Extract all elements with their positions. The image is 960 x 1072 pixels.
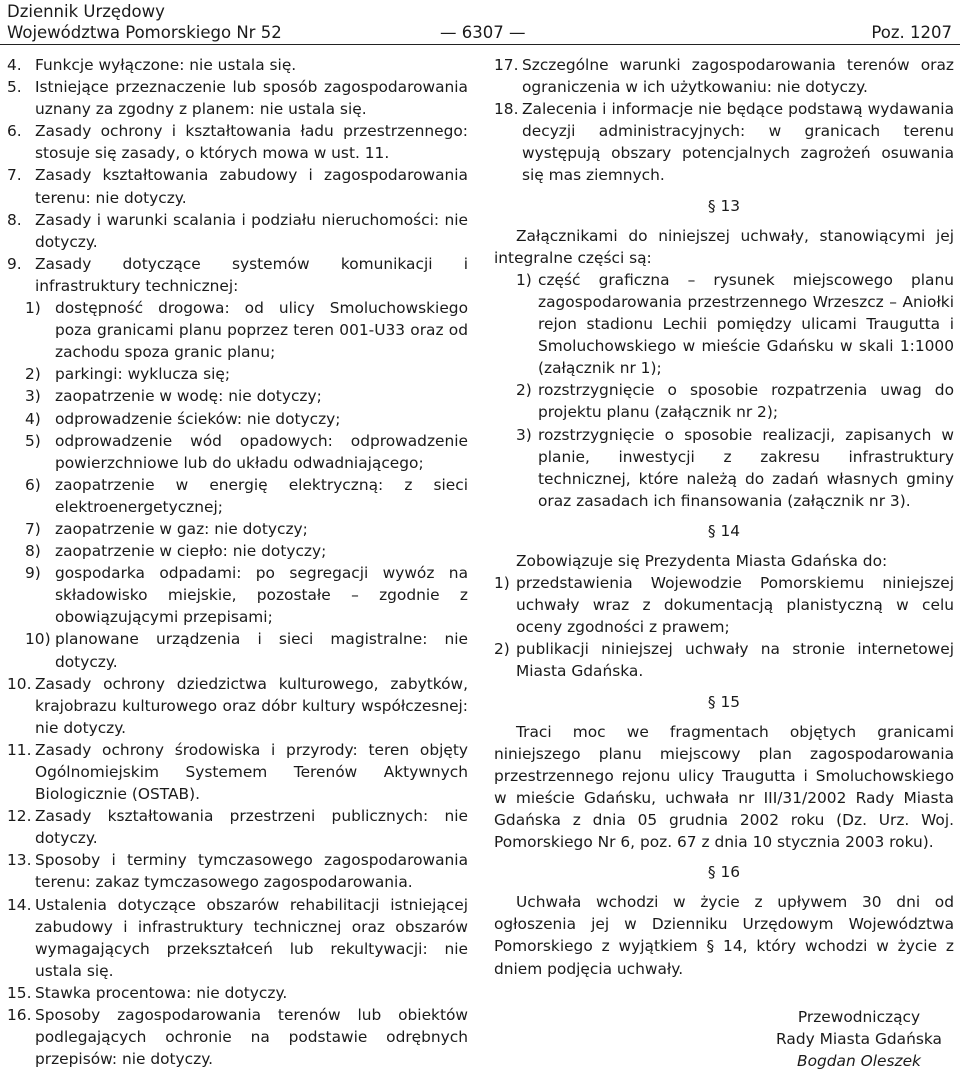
item-number: 6. [7,122,22,141]
item-text: Stawka procentowa: nie dotyczy. [35,983,288,1002]
obligation-item [494,638,954,682]
list-item [7,894,468,982]
right-column [494,54,954,1072]
sub-item-text: odprowadzenie wód opadowych: odprowadzenie powierzchniowe lub do układu odwadniającego; [55,431,468,472]
item-number: 18. [494,100,519,119]
sub-item [7,430,468,474]
item-text: Ustalenia dotyczące obszarów rehabilitacji istniejącej zabudowy i infrastruktury technicznej oraz obszarów wymagających przekształceń lub rekultywacji: nie ustala się. [35,895,468,980]
sub-item [7,408,468,430]
sub-item-text: planowane urządzenia i sieci magistralne: nie dotyczy. [55,630,468,671]
sub-item-number: 4) [25,409,41,428]
signature-council: Rady Miasta Gdańska [776,1029,942,1048]
item-number: 5. [7,78,22,97]
item-number: 12. [7,807,32,826]
obligation-text: publikacji niniejszej uchwały na stronie internetowej Miasta Gdańska. [516,640,954,681]
item-text: Szczególne warunki zagospodarowania terenów oraz ograniczenia w ich użytkowaniu: nie dotyczy. [522,56,954,97]
attachment-number: 3) [516,425,532,444]
item-number: 10. [7,674,32,693]
sub-item-number: 10) [25,630,51,649]
sub-item-number: 3) [25,387,41,406]
journal-title-line1: Dziennik Urzędowy [7,2,165,21]
item-text: Zasady kształtowania zabudowy i zagospodarowania terenu: nie dotyczy. [35,166,468,207]
sub-item-number: 5) [25,431,41,450]
sub-item-text: dostępność drogowa: od ulicy Smoluchowskiego poza granicami planu poprzez teren 001-U33 oraz od zachodu spoza granic planu; [55,299,468,362]
section-heading: § 15 [707,692,741,711]
list-item [7,54,468,76]
list-item [7,805,468,849]
sub-item-text: zaopatrzenie w energię elektryczną: z sieci elektroenergetycznej; [55,475,468,516]
attachment-number: 2) [516,381,532,400]
sub-item-text: zaopatrzenie w wodę: nie dotyczy; [55,387,322,406]
sub-item [7,385,468,407]
obligation-text: przedstawienia Wojewodzie Pomorskiemu niniejszej uchwały wraz z dokumentacją planistyczną w celu oceny zgodności z prawem; [516,574,954,637]
list-item [7,1004,468,1070]
obligation-item [494,572,954,638]
item-text: Zasady i warunki scalania i podziału nieruchomości: nie dotyczy. [35,210,468,251]
sub-item [7,540,468,562]
item-number: 7. [7,166,22,185]
list-item [494,54,954,98]
sub-item-text: odprowadzenie ścieków: nie dotyczy; [55,409,341,428]
item-text: Sposoby i terminy tymczasowego zagospodarowania terenu: zakaz tymczasowego zagospodarowania. [35,851,468,892]
item-text: Zalecenia i informacje nie będące podstawą wydawania decyzji administracyjnych: w granicach terenu występują obszary potencjalnych zagrożeń osuwania się mas ziemnych. [522,100,954,185]
sub-item-number: 2) [25,365,41,384]
sub-item-text: gospodarka odpadami: po segregacji wywóz na składowisko miejskie, pozostałe – zgodnie z obowiązującymi przepisami; [55,564,468,627]
page-header [0,0,960,44]
section-text: Uchwała wchodzi w życie z upływem 30 dni od ogłoszenia jej w Dzienniku Urzędowym Województwa Pomorskiego z wyjątkiem § 14, który wchodzi w życie z dniem podjęcia uchwały. [494,893,954,978]
item-text: Funkcje wyłączone: nie ustala się. [35,56,297,74]
list-item [7,76,468,120]
sub-item [7,628,468,672]
signature-block [494,1006,954,1072]
journal-title-line2: Województwa Pomorskiego Nr 52 [7,23,282,42]
item-text: Zasady ochrony dziedzictwa kulturowego, zabytków, krajobrazu kulturowego oraz dóbr kultury współczesnej: nie dotyczy. [35,674,468,737]
sub-item-number: 7) [25,519,41,538]
item-text: Zasady dotyczące systemów komunikacji i infrastruktury technicznej: [35,254,468,295]
section-text: Traci moc we fragmentach objętych granicami niniejszego planu miejscowy plan zagospodarowania przestrzennego rejonu ulicy Traugutta i Smoluchowskiego w mieście Gdańsku, uchwała nr III/31/2002 Rady Miasta Gdańska z dnia 05 grudnia 2002 roku (Dz. Urz. Woj. Pomorskiego Nr 6, poz. 67 z dnia 10 stycznia 2003 roku). [494,722,954,852]
section-heading: § 13 [707,196,741,215]
section-heading: § 16 [707,863,741,882]
sub-item-text: zaopatrzenie w gaz: nie dotyczy; [55,519,308,538]
section-intro: Zobowiązuje się Prezydenta Miasta Gdańska do: [516,551,888,570]
left-column [7,54,468,1070]
obligation-number: 2) [494,640,510,659]
attachment-number: 1) [516,270,532,289]
item-number: 9. [7,254,22,273]
page-number: — 6307 — [440,23,526,42]
item-number: 16. [7,1006,32,1025]
list-item [7,120,468,164]
item-text: Sposoby zagospodarowania terenów lub obiektów podlegających ochronie na podstawie odrębnych przepisów: nie dotyczy. [35,1006,468,1069]
list-item [7,673,468,739]
sub-item-number: 1) [25,299,41,318]
list-item [7,253,468,297]
item-text: Zasady ochrony środowiska i przyrody: teren objęty Ogólnomiejskim Systemem Terenów Aktywnych Biologicznie (OSTAB). [35,740,468,804]
sub-item-text: zaopatrzenie w ciepło: nie dotyczy; [55,542,327,561]
list-item [494,98,954,186]
sub-item-number: 6) [25,475,41,494]
attachment-item [494,379,954,423]
attachment-text: rozstrzygnięcie o sposobie realizacji, zapisanych w planie, inwestycji z zakresu infrastruktury technicznej, które należą do zadań własnych gminy oraz zasadach ich finansowania (załącznik nr 3). [538,425,954,510]
sub-item [7,518,468,540]
item-number: 4. [7,56,22,74]
list-item [7,982,468,1004]
item-number: 15. [7,983,32,1002]
sub-item [7,562,468,628]
item-number: 14. [7,895,32,914]
list-item [7,849,468,893]
journal-title [7,1,282,43]
list-item [7,739,468,805]
item-text: Zasady kształtowania przestrzeni publicznych: nie dotyczy. [35,807,468,848]
sub-item-number: 9) [25,564,41,583]
attachment-text: część graficzna – rysunek miejscowego planu zagospodarowania przestrzennego Wrzeszcz – Aniołki rejon stadionu Lechii pomiędzy ulicami Traugutta i Smoluchowskiego w mieście Gdańsku w skali 1:1000 (załącznik nr 1); [538,270,954,378]
item-number: 17. [494,56,519,74]
sub-item [7,363,468,385]
sub-item [7,297,468,363]
sub-item [7,474,468,518]
item-text: Istniejące przeznaczenie lub sposób zagospodarowania uznany za zgodny z planem: nie ustala się. [35,78,468,119]
item-number: 13. [7,851,32,870]
signature-title: Przewodniczący [797,1007,921,1026]
sub-item-text: parkingi: wyklucza się; [55,365,231,384]
signature-name: Bogdan Oleszek [797,1051,921,1070]
list-item [7,164,468,208]
obligation-number: 1) [494,574,510,593]
attachment-item [494,424,954,512]
header-rule [0,44,960,45]
item-number: 11. [7,740,32,759]
position-number: Poz. 1207 [871,23,952,42]
section-heading: § 14 [707,521,741,540]
section-intro: Załącznikami do niniejszej uchwały, stanowiącymi jej integralne części są: [494,226,954,267]
list-item [7,209,468,253]
sub-item-number: 8) [25,542,41,561]
attachment-item [494,269,954,379]
item-text: Zasady ochrony i kształtowania ładu przestrzennego: stosuje się zasady, o których mowa w ust. 11. [35,122,468,163]
attachment-text: rozstrzygnięcie o sposobie rozpatrzenia uwag do projektu planu (załącznik nr 2); [538,381,954,422]
item-number: 8. [7,210,22,229]
